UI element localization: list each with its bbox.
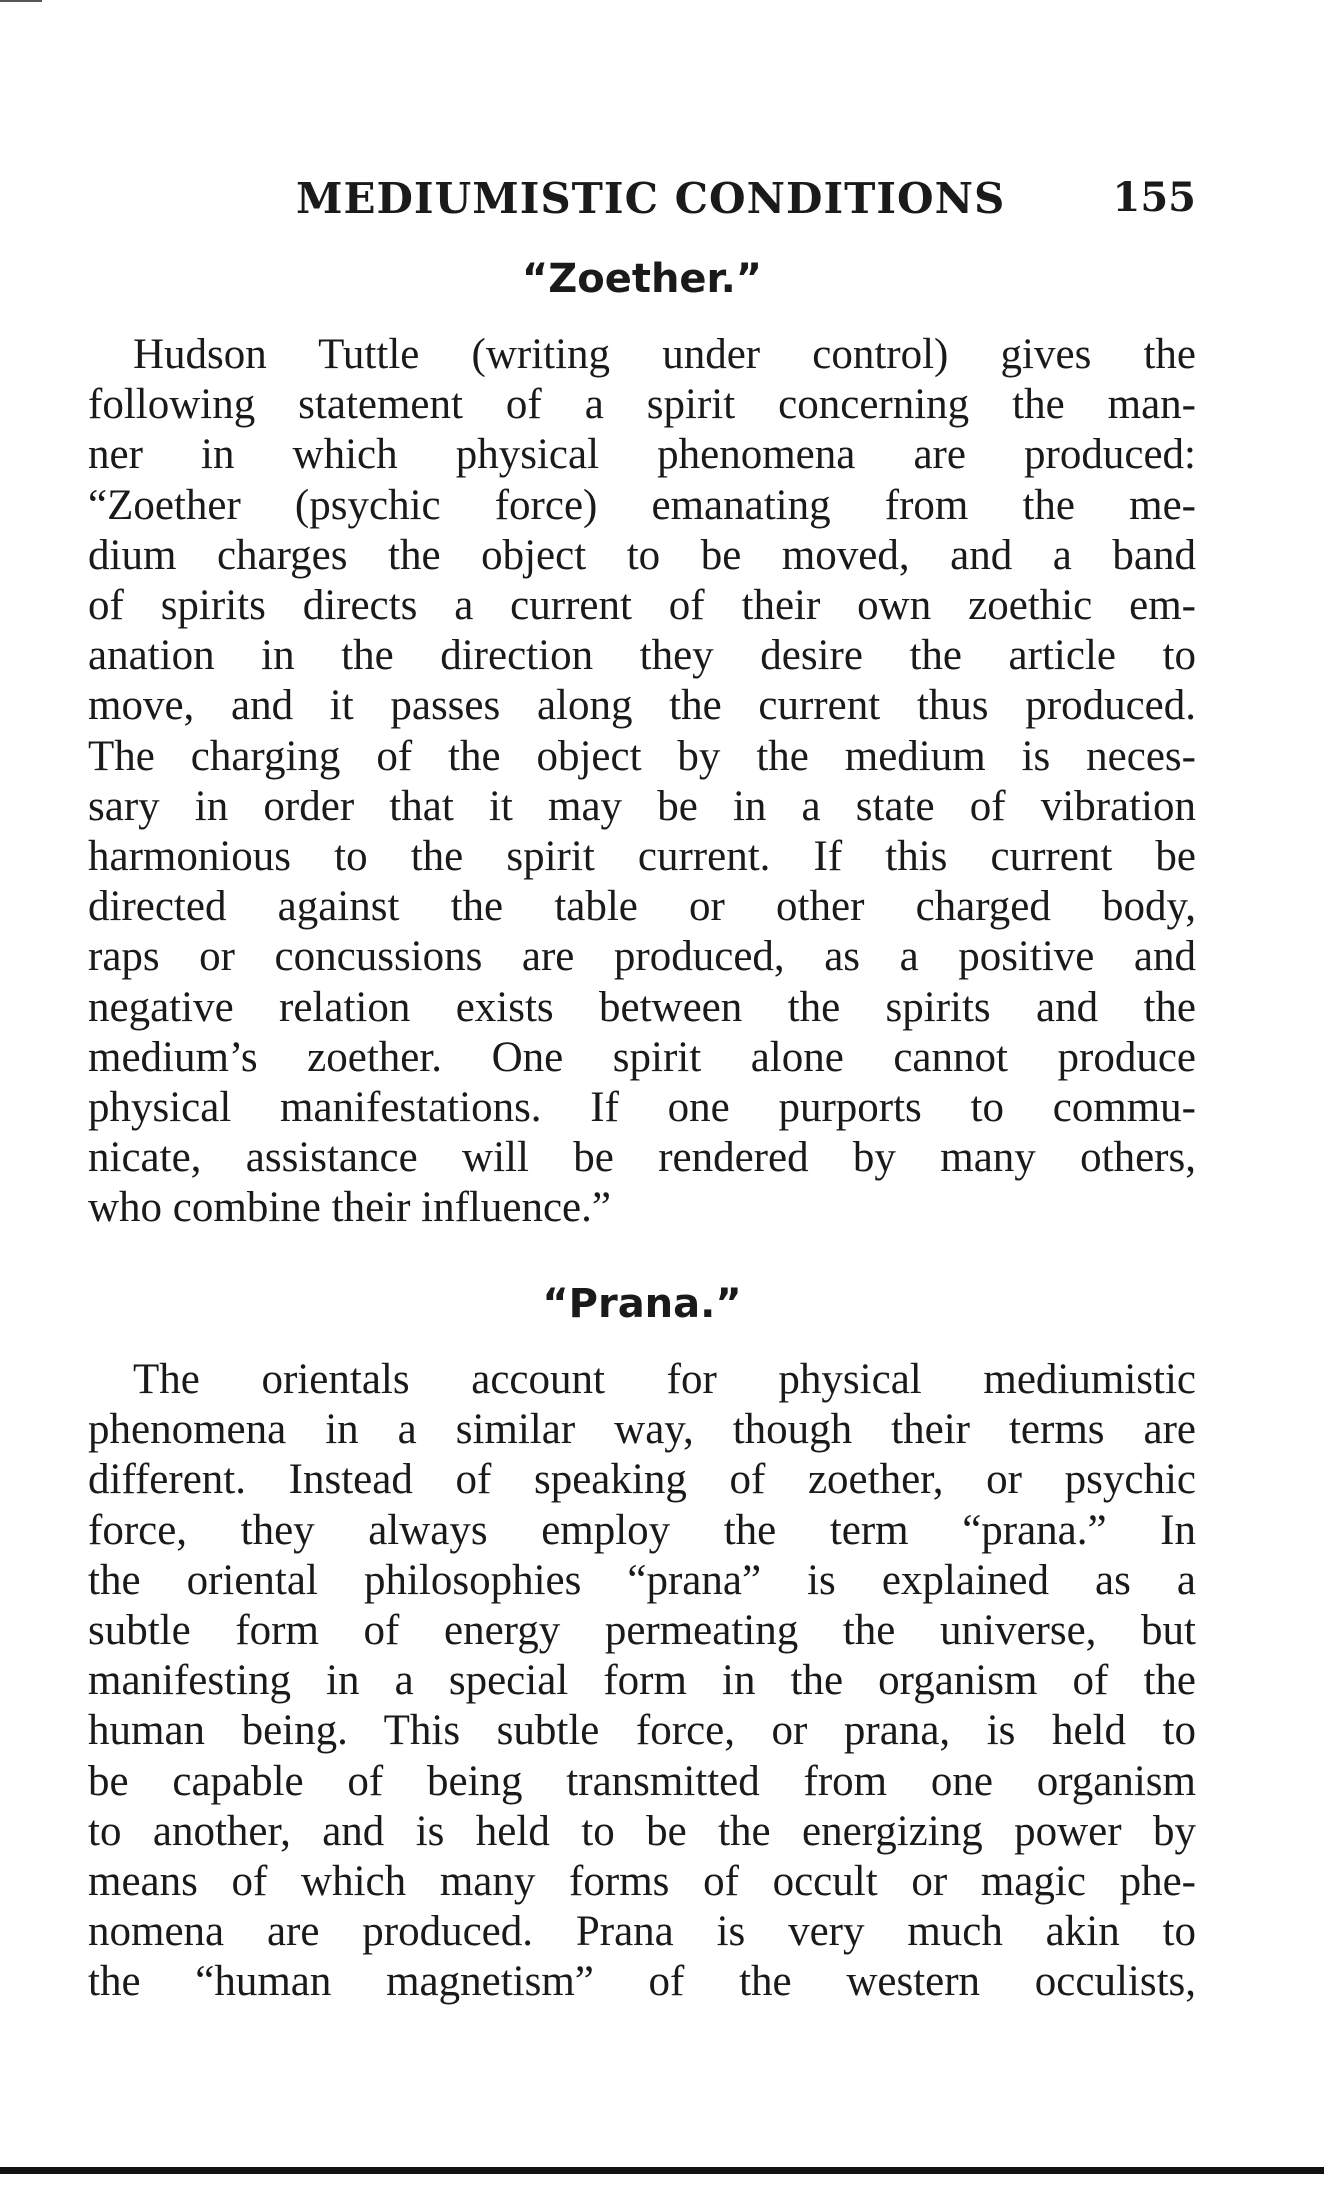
text-line: human being. This subtle force, or prana, is held to: [88, 1707, 1196, 1755]
text-line: be capable of being transmitted from one organism: [88, 1757, 1196, 1805]
text-line: negative relation exists between the spirits and the: [88, 983, 1196, 1031]
running-title: MEDIUMISTIC CONDITIONS: [296, 174, 1006, 223]
text-line: force, they always employ the term “prana.” In: [88, 1506, 1196, 1554]
text-line: means of which many forms of occult or magic phe-: [88, 1858, 1196, 1906]
text-line: nomena are produced. Prana is very much akin to: [88, 1908, 1196, 1956]
text-line: anation in the direction they desire the article to: [88, 632, 1196, 680]
text-line: move, and it passes along the current thus produced.: [88, 682, 1196, 730]
text-line: physical manifestations. If one purports to commu-: [88, 1084, 1196, 1132]
text-line: raps or concussions are produced, as a positive and: [88, 933, 1196, 981]
text-line: “Zoether (psychic force) emanating from the me-: [88, 481, 1196, 529]
text-line: the “human magnetism” of the western occulists,: [88, 1958, 1196, 2006]
page-number: 155: [1112, 174, 1196, 221]
text-line: directed against the table or other charged body,: [88, 883, 1196, 931]
text-line: nicate, assistance will be rendered by many others,: [88, 1134, 1196, 1182]
text-line: phenomena in a similar way, though their terms are: [88, 1406, 1196, 1454]
text-line: Hudson Tuttle (writing under control) gives the: [133, 331, 1196, 378]
paragraph-zoether: [88, 330, 1196, 1234]
scan-edge-mark: [0, 0, 42, 2]
text-line: following statement of a spirit concerning the man-: [88, 381, 1196, 429]
text-line: sary in order that it may be in a state of vibration: [88, 782, 1196, 830]
text-line: manifesting in a special form in the organism of the: [88, 1657, 1196, 1705]
text-line: dium charges the object to be moved, and a band: [88, 531, 1196, 579]
section-heading-zoether: “Zoether.”: [521, 256, 763, 302]
section-heading-prana: “Prana.”: [542, 1281, 742, 1327]
text-line: medium’s zoether. One spirit alone cannot produce: [88, 1033, 1196, 1081]
text-line: different. Instead of speaking of zoether, or psychic: [88, 1456, 1196, 1504]
text-line: the oriental philosophies “prana” is explained as a: [88, 1556, 1196, 1604]
text-line: harmonious to the spirit current. If this current be: [88, 833, 1196, 881]
text-line: ner in which physical phenomena are produced:: [88, 431, 1196, 479]
text-line: who combine their influence.”: [88, 1184, 611, 1232]
running-head: [88, 174, 1196, 234]
paragraph-prana: [88, 1355, 1196, 2008]
text-line: subtle form of energy permeating the universe, but: [88, 1607, 1196, 1655]
text-line: The orientals account for physical mediumistic: [133, 1356, 1196, 1403]
text-line: of spirits directs a current of their own zoethic em-: [88, 582, 1196, 630]
text-line: to another, and is held to be the energizing power by: [88, 1807, 1196, 1855]
text-line: The charging of the object by the medium is neces-: [88, 732, 1196, 780]
page-bottom-rule: [0, 2167, 1324, 2174]
